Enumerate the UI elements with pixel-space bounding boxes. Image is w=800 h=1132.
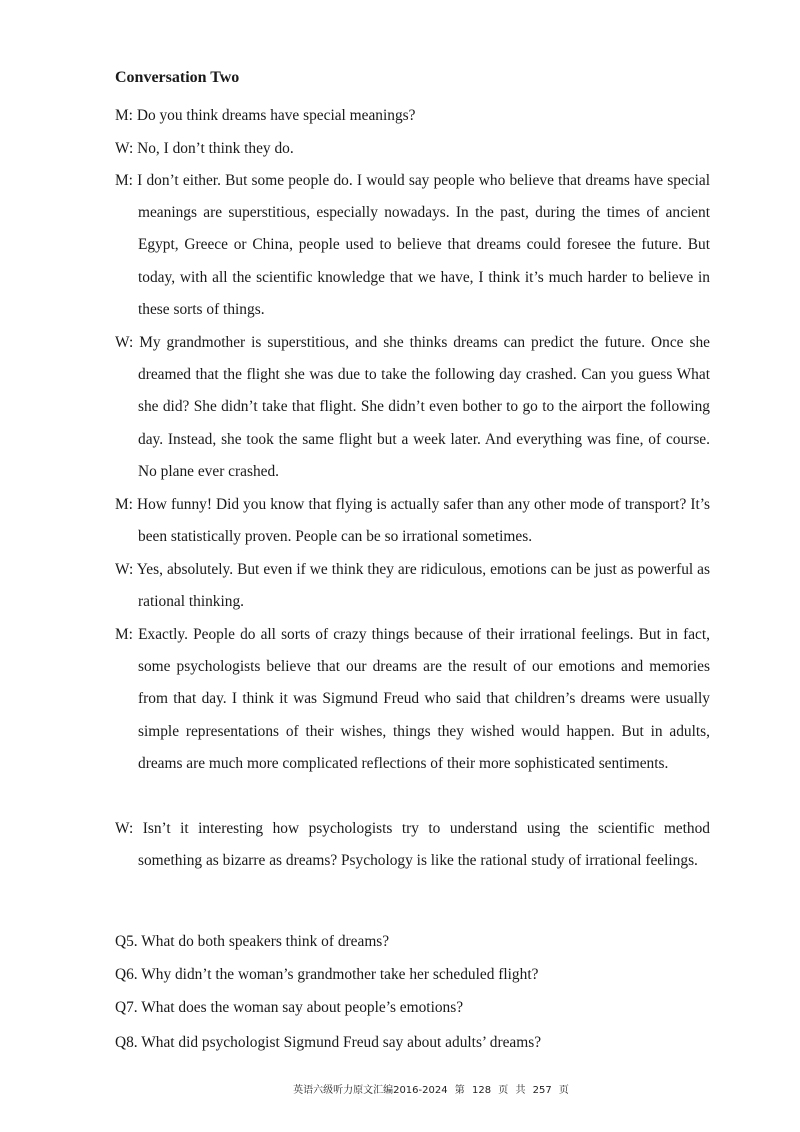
speaker-label: W: [115, 334, 134, 351]
dialogue-turn [115, 489, 710, 553]
speaker-label: W: [115, 561, 134, 578]
speaker-label: M: [115, 496, 133, 513]
speaker-label: M: [115, 107, 133, 124]
turn-text: How funny! Did you know that flying is actually safer than any other mode of transport? It’s been statistically proven. People can be so irrational sometimes. [137, 496, 710, 546]
dialogue-turn [115, 813, 710, 877]
turn-text: Do you think dreams have special meanings? [136, 107, 416, 124]
question-item: Q7. What does the woman say about people’s emotions? [115, 999, 464, 1016]
turn-text: Yes, absolutely. But even if we think they are ridiculous, emotions can be just as powerful as rational thinking. [136, 561, 711, 611]
turn-text: No, I don’t think they do. [137, 140, 294, 157]
speaker-label: W: [115, 140, 134, 157]
question-item: Q8. What did psychologist Sigmund Freud say about adults’ dreams? [115, 1034, 542, 1051]
dialogue-turn [115, 327, 710, 488]
dialogue-turn [115, 100, 710, 132]
footer-total-unit: 页 [558, 1085, 569, 1096]
dialogue-turn [115, 619, 710, 780]
footer-page-number: 128 [471, 1085, 492, 1096]
dialogue-turn [115, 133, 710, 165]
footer-total-pages: 257 [532, 1085, 552, 1096]
conversation-title: Conversation Two [115, 69, 240, 86]
speaker-label: M: [115, 626, 133, 643]
footer-page-prefix: 第 [454, 1085, 465, 1096]
dialogue-turn [115, 165, 710, 326]
speaker-label: M: [115, 172, 133, 189]
footer-total-prefix: 共 [515, 1085, 526, 1096]
turn-text: Exactly. People do all sorts of crazy things because of their irrational feelings. But in fact, some psychologists believe that our dreams are the result of our emotions and memories from that day. I think it was Sigmund Freud who said that children’s dreams were usually simple representations of their wishes, things they wished would happen. But in adults, dreams are much more complicated reflections of their more sophisticated sentiments. [138, 626, 710, 772]
turn-text: I don’t either. But some people do. I would say people who believe that dreams have special meanings are superstitious, especially nowadays. In the past, during the times of ancient Egypt, Greece or China, people used to believe that dreams could foresee the future. But today, with all the scientific knowledge that we have, I think it’s much harder to believe in these sorts of things. [137, 172, 710, 318]
question-item: Q5. What do both speakers think of dreams? [115, 933, 390, 950]
speaker-label: W: [115, 820, 134, 837]
footer-source: 英语六级听力原文汇编2016-2024 [293, 1085, 448, 1096]
dialogue-turn [115, 554, 710, 618]
turn-text: Isn’t it interesting how psychologists try to understand using the scientific method something as bizarre as dreams? Psychology is like the rational study of irrational feelings. [138, 820, 710, 870]
page-footer [0, 1083, 800, 1099]
question-item: Q6. Why didn’t the woman’s grandmother take her scheduled flight? [115, 966, 539, 983]
footer-page-unit: 页 [498, 1085, 509, 1096]
turn-text: My grandmother is superstitious, and she thinks dreams can predict the future. Once she dreamed that the flight she was due to take the following day crashed. Can you guess What she did? She didn’t take that flight. She didn’t even bother to go to the airport the following day. Instead, she took the same flight but a week later. And everything was fine, of course. No plane ever crashed. [138, 334, 710, 480]
